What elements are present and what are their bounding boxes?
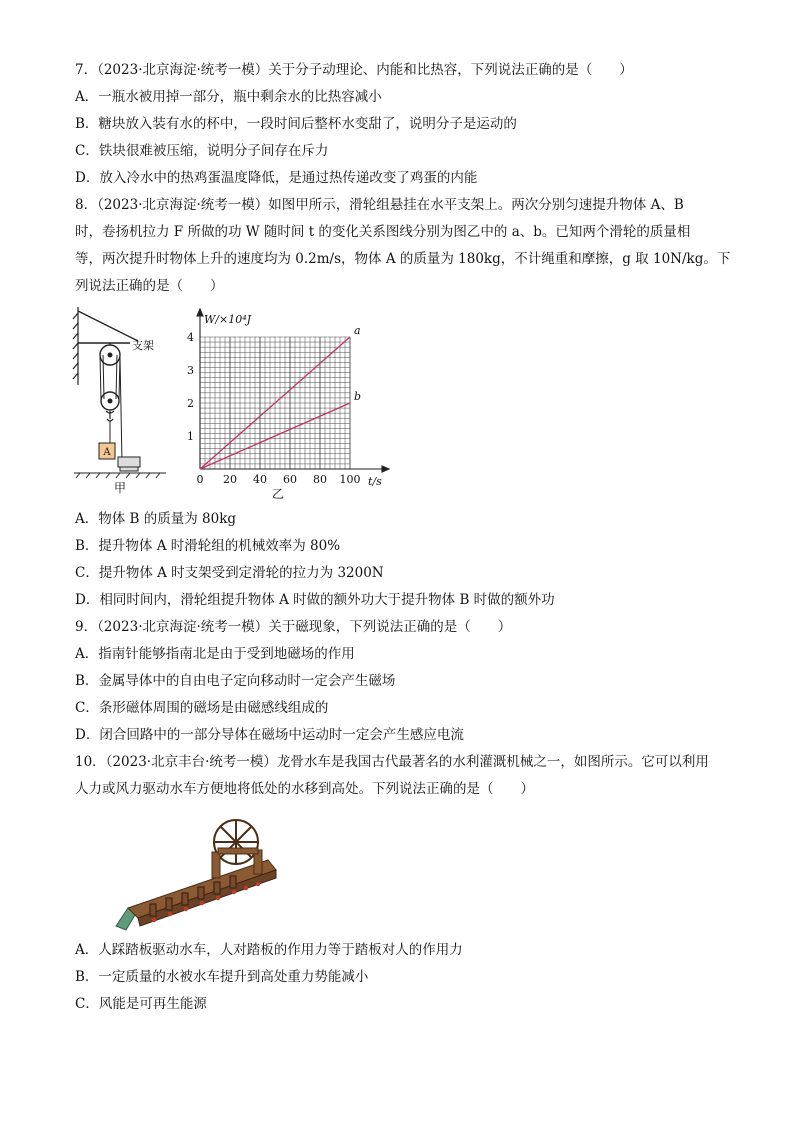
water-wheel-icon (116, 820, 276, 930)
wall-icon (73, 307, 78, 385)
q7-option-d: D．放入冷水中的热鸡蛋温度降低，是通过热传递改变了鸡蛋的内能 (75, 170, 478, 186)
y-tick-label: 3 (187, 364, 194, 377)
water-wheel-illustration (108, 808, 288, 936)
chart-y-axis-label: W/×10⁴J (204, 313, 252, 326)
object-a-block (99, 443, 115, 459)
x-tick-label: 100 (339, 473, 361, 486)
figure-yi-chart (178, 305, 398, 505)
q9-stem: 9．（2023·北京海淀·统考一模）关于磁现象，下列说法正确的是（ ） (75, 619, 512, 635)
q8-option-b: B．提升物体 A 时滑轮组的机械效率为 80% (75, 538, 341, 554)
object-a-label: A (103, 447, 111, 458)
chart-caption: 乙 (271, 487, 285, 501)
q8-option-c: C．提升物体 A 时支架受到定滑轮的拉力为 3200N (75, 565, 384, 581)
series-label-b: b (354, 390, 362, 403)
ground-icon (74, 473, 166, 478)
q8-option-d: D．相同时间内，滑轮组提升物体 A 时做的额外功大于提升物体 B 时做的额外功 (75, 592, 555, 608)
x-tick-label: 60 (283, 473, 297, 486)
bracket-icon (78, 311, 138, 343)
x-tick-label: 80 (313, 473, 327, 486)
q8-stem-line-3: 等，两次提升时物体上升的速度均为 0.2m/s，物体 A 的质量为 180kg，不计绳重和摩擦，g 取 10N/kg。下 (75, 251, 731, 267)
q8-option-a: A．物体 B 的质量为 80kg (75, 511, 237, 527)
y-tick-label: 2 (187, 397, 194, 410)
y-tick-label: 4 (187, 331, 194, 344)
movable-pulley-icon (101, 392, 119, 443)
y-tick-label: 1 (187, 430, 194, 443)
q9-option-a: A．指南针能够指南北是由于受到地磁场的作用 (75, 646, 355, 662)
q7-option-b: B．糖块放入装有水的杯中，一段时间后整杯水变甜了，说明分子是运动的 (75, 116, 517, 132)
q7-stem: 7．（2023·北京海淀·统考一模）关于分子动理论、内能和比热容，下列说法正确的是（ ） (75, 62, 633, 78)
figure-jia-pulley (70, 305, 170, 505)
q8-stem-line-4: 列说法正确的是（ ） (75, 278, 224, 294)
q9-option-c: C．条形磁体周围的磁场是由磁感线组成的 (75, 700, 329, 716)
q8-stem-line-1: 8．（2023·北京海淀·统考一模）如图甲所示，滑轮组悬挂在水平支架上。两次分别匀速提升物体 A、B (75, 197, 684, 213)
q10-option-c: C．风能是可再生能源 (75, 996, 207, 1012)
figure-jia-caption: 甲 (113, 481, 127, 495)
q7-option-c: C．铁块很难被压缩，说明分子间存在斥力 (75, 143, 329, 159)
q10-stem-line-1: 10．（2023·北京丰台·统考一模）龙骨水车是我国古代最著名的水利灌溉机械之一，如图所示。它可以利用 (75, 754, 709, 770)
bracket-label: 支架 (132, 339, 154, 352)
chart-x-axis-label: t/s (368, 475, 382, 488)
q7-option-a: A．一瓶水被用掉一部分，瓶中剩余水的比热容减小 (75, 89, 382, 105)
x-tick-label: 40 (253, 473, 267, 486)
q9-option-b: B．金属导体中的自由电子定向移动时一定会产生磁场 (75, 673, 396, 689)
q10-option-a: A．人踩踏板驱动水车，人对踏板的作用力等于踏板对人的作用力 (75, 942, 463, 958)
series-label-a: a (354, 324, 361, 337)
x-tick-label: 0 (196, 473, 204, 486)
q10-stem-line-2: 人力或风力驱动水车方便地将低处的水移到高处。下列说法正确的是（ ） (75, 781, 534, 797)
q9-option-d: D．闭合回路中的一部分导体在磁场中运动时一定会产生感应电流 (75, 727, 464, 743)
x-tick-label: 20 (223, 473, 237, 486)
q10-option-b: B．一定质量的水被水车提升到高处重力势能减小 (75, 969, 369, 985)
q8-stem-line-2: 时，卷扬机拉力 F 所做的功 W 随时间 t 的变化关系图线分别为图乙中的 a、b。已知两个滑轮的质量相 (75, 224, 691, 240)
winch-icon (118, 457, 140, 471)
